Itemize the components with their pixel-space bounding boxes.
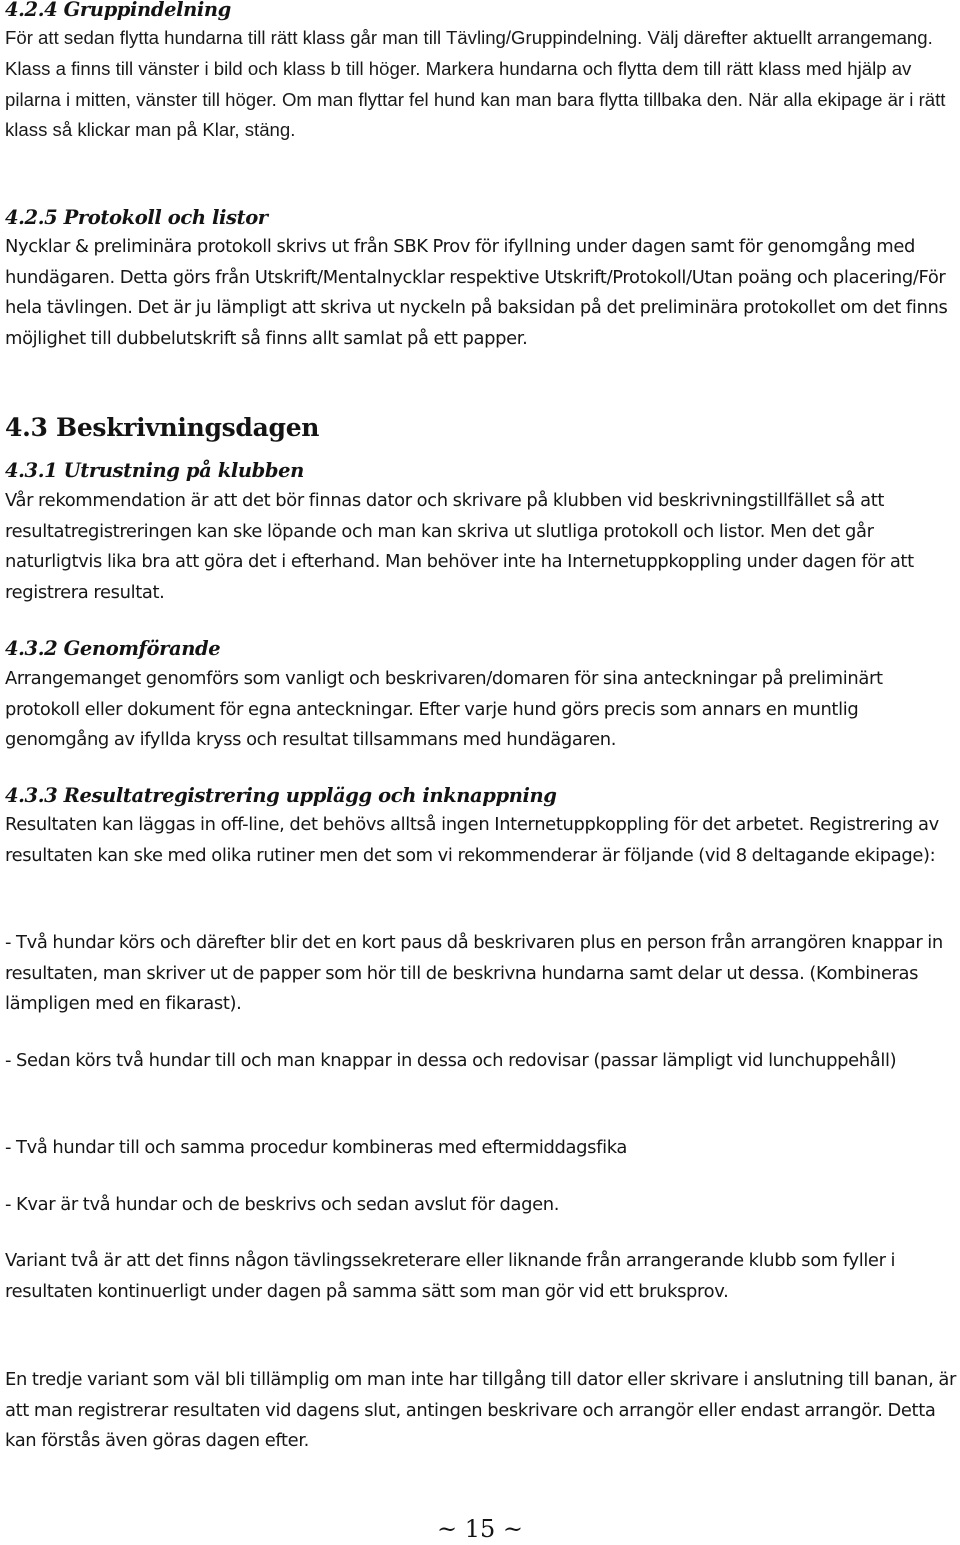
heading-4-3-3: 4.3.3 Resultatregistrering upplägg och inknappning (5, 784, 557, 807)
heading-4-3-2: 4.3.2 Genomförande (5, 637, 221, 660)
paragraph-resultatregistrering-intro: Resultaten kan läggas in off-line, det behövs alltså ingen Internetuppkoppling för det arbetet. Registrering av resultaten kan ske med olika rutiner men det som vi rekommenderar är följande (vid 8 deltagande ekipage): (5, 814, 939, 866)
heading-4-3-1: 4.3.1 Utrustning på klubben (5, 459, 304, 482)
paragraph-protokoll-listor: Nycklar & preliminära protokoll skrivs ut från SBK Prov för ifyllning under dagen samt för genomgång med hundägaren. Detta görs från Utskrift/Mentalnycklar respektive Utskrift/Protokoll/Utan poäng och placering/För hela tävlingen. Det är ju lämpligt att skriva ut nyckeln på baksidan på det preliminära protokollet om det finns möjlighet till dubbelutskrift så finns allt samlat på ett papper. (5, 236, 948, 350)
paragraph-gruppindelning: För att sedan flytta hundarna till rätt klass går man till Tävling/Gruppindelning. Välj därefter aktuellt arrangemang. Klass a finns till vänster i bild och klass b till höger. Markera hundarna och flytta dem till rätt klass med hjälp av pilarna i mitten, vänster till höger. Om man flyttar fel hund kan man bara flytta tillbaka den. När alla ekipage är i rätt klass så klickar man på Klar, stäng. (5, 27, 946, 141)
heading-4-3: 4.3 Beskrivningsdagen (5, 413, 320, 442)
page-number: ~ 15 ~ (436, 1515, 523, 1543)
list-item-step-2: - Sedan körs två hundar till och man knappar in dessa och redovisar (passar lämpligt vid lunchuppehåll) (5, 1050, 897, 1071)
list-item-step-3: - Två hundar till och samma procedur kombineras med eftermiddagsfika (5, 1137, 627, 1158)
heading-4-2-4: 4.2.4 Gruppindelning (5, 0, 231, 21)
paragraph-genomforande: Arrangemanget genomförs som vanligt och beskrivaren/domaren för sina anteckningar på preliminärt protokoll eller dokument för egna anteckningar. Efter varje hund görs precis som annars en muntlig genomgång av ifyllda kryss och resultat tillsammans med hundägaren. (5, 668, 883, 751)
paragraph-variant-tva: Variant två är att det finns någon tävlingssekreterare eller liknande från arrangerande klubb som fyller i resultaten kontinuerligt under dagen på samma sätt som man gör vid ett bruksprov. (5, 1250, 896, 1302)
heading-4-2-5: 4.2.5 Protokoll och listor (5, 206, 268, 229)
paragraph-utrustning: Vår rekommendation är att det bör finnas dator och skrivare på klubben vid beskrivningstillfället så att resultatregistreringen kan ske löpande och man kan skriva ut slutliga protokoll och listor. Men det går naturligtvis lika bra att göra det i efterhand. Man behöver inte ha Internetuppkoppling under dagen för att registrera resultat. (5, 490, 914, 604)
paragraph-tredje-variant: En tredje variant som väl bli tillämplig om man inte har tillgång till dator eller skrivare i anslutning till banan, är att man registrerar resultaten vid dagens slut, antingen beskrivare och arrangör eller endast arrangör. Detta kan förstås även göras dagen efter. (5, 1369, 956, 1452)
list-item-step-1: - Två hundar körs och därefter blir det en kort paus då beskrivaren plus en person från arrangören knappar in resultaten, man skriver ut de papper som hör till de beskrivna hundarna samt delar ut dessa. (Kombineras lämpligen med en fikarast). (5, 932, 943, 1015)
list-item-step-4: - Kvar är två hundar och de beskrivs och sedan avslut för dagen. (5, 1194, 560, 1215)
